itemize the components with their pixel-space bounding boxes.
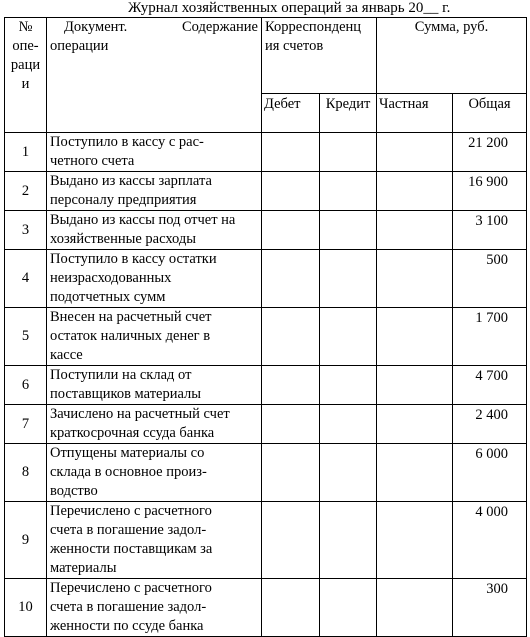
debet-cell [262, 366, 320, 405]
table-row [5, 211, 527, 250]
partial-cell [377, 211, 453, 250]
op-description-line: Выдано из кассы под отчет на [50, 212, 236, 228]
debet-cell [262, 308, 320, 366]
op-description-line: Выдано из кассы зарплата [50, 173, 212, 189]
op-number: 1 [5, 133, 47, 172]
debet-cell [262, 172, 320, 211]
total-cell: 500 [453, 250, 527, 308]
op-description-line: Поступило в кассу остатки [50, 251, 217, 267]
header-document-content [47, 18, 262, 133]
op-description [47, 502, 262, 579]
op-description-line: Перечислено с расчетного [50, 580, 212, 596]
op-description-line: неизрасходованных [50, 270, 172, 286]
header-debet: Дебет [262, 94, 320, 133]
header-partial: Частная [377, 94, 453, 133]
partial-cell [377, 308, 453, 366]
op-description [47, 133, 262, 172]
operations-journal-table [4, 17, 527, 637]
total-cell: 4 000 [453, 502, 527, 579]
partial-cell [377, 172, 453, 211]
partial-cell [377, 502, 453, 579]
op-description-line: склада в основное произ- [50, 464, 207, 480]
op-number: 2 [5, 172, 47, 211]
table-row [5, 502, 527, 579]
kredit-cell [320, 405, 377, 444]
total-cell: 21 200 [453, 133, 527, 172]
op-number: 4 [5, 250, 47, 308]
op-description [47, 250, 262, 308]
op-description [47, 366, 262, 405]
table-row [5, 579, 527, 637]
header-correspondence [262, 18, 377, 94]
table-row [5, 405, 527, 444]
header-op-number [5, 18, 47, 133]
header-num-l2: опе- [12, 38, 39, 54]
kredit-cell [320, 366, 377, 405]
kredit-cell [320, 250, 377, 308]
debet-cell [262, 579, 320, 637]
op-description-line: Перечислено с расчетного [50, 503, 212, 519]
op-description-line: женности по ссуде банка [50, 618, 204, 634]
partial-cell [377, 444, 453, 502]
kredit-cell [320, 502, 377, 579]
partial-cell [377, 405, 453, 444]
total-cell: 3 100 [453, 211, 527, 250]
op-description [47, 579, 262, 637]
op-description [47, 211, 262, 250]
table-row [5, 366, 527, 405]
op-description-line: кассе [50, 347, 83, 363]
header-document: Документ. [64, 19, 128, 35]
op-number: 7 [5, 405, 47, 444]
debet-cell [262, 444, 320, 502]
total-cell: 1 700 [453, 308, 527, 366]
op-number: 10 [5, 579, 47, 637]
total-cell: 2 400 [453, 405, 527, 444]
table-row [5, 172, 527, 211]
op-description [47, 308, 262, 366]
page-title: Журнал хозяйственных операций за январь 20__ г. [128, 0, 451, 16]
debet-cell [262, 250, 320, 308]
kredit-cell [320, 444, 377, 502]
op-description-line: подотчетных сумм [50, 289, 166, 305]
debet-cell [262, 405, 320, 444]
kredit-cell [320, 211, 377, 250]
op-description-line: Внесен на расчетный счет [50, 309, 212, 325]
op-description-line: Поступили на склад от [50, 367, 192, 383]
header-kredit: Кредит [320, 94, 377, 133]
header-operation: операции [50, 38, 109, 54]
kredit-cell [320, 133, 377, 172]
debet-cell [262, 133, 320, 172]
op-description-line: краткосрочная ссуда банка [50, 425, 215, 441]
op-description-line: Поступило в кассу с рас- [50, 134, 204, 150]
kredit-cell [320, 579, 377, 637]
header-row [5, 18, 527, 94]
total-cell: 16 900 [453, 172, 527, 211]
partial-cell [377, 366, 453, 405]
op-description-line: персоналу предприятия [50, 192, 197, 208]
op-description-line: четного счета [50, 153, 135, 169]
table-row [5, 444, 527, 502]
header-sum [377, 18, 527, 94]
op-number: 8 [5, 444, 47, 502]
op-description-line: водство [50, 483, 98, 499]
op-number: 5 [5, 308, 47, 366]
op-description-line: хозяйственные расходы [50, 231, 196, 247]
op-number: 6 [5, 366, 47, 405]
op-description [47, 444, 262, 502]
total-cell: 300 [453, 579, 527, 637]
op-description-line: поставщиков материалы [50, 386, 202, 402]
op-description-line: счета в погашение задол- [50, 599, 207, 615]
header-total: Общая [453, 94, 527, 133]
total-cell: 4 700 [453, 366, 527, 405]
op-description-line: счета в погашение задол- [50, 522, 207, 538]
header-num-l1: № [18, 19, 33, 35]
header-num-l3: раци [10, 57, 41, 73]
op-description [47, 405, 262, 444]
header-num-l4: и [21, 76, 30, 92]
table-row [5, 250, 527, 308]
op-description-line: Отпущены материалы со [50, 445, 205, 461]
op-description-line: Зачислено на расчетный счет [50, 406, 230, 422]
kredit-cell [320, 308, 377, 366]
table-row [5, 308, 527, 366]
op-description [47, 172, 262, 211]
op-description-line: женности поставщикам за [50, 541, 213, 557]
table-row [5, 133, 527, 172]
header-corr-l2: ия счетов [265, 38, 324, 54]
header-sum-label: Сумма, руб. [414, 19, 489, 35]
op-number: 9 [5, 502, 47, 579]
op-description-line: остаток наличных денег в [50, 328, 211, 344]
total-cell: 6 000 [453, 444, 527, 502]
op-description-line: материалы [50, 560, 117, 576]
op-number: 3 [5, 211, 47, 250]
partial-cell [377, 133, 453, 172]
debet-cell [262, 502, 320, 579]
partial-cell [377, 250, 453, 308]
kredit-cell [320, 172, 377, 211]
header-corr-l1: Корреспонденц [265, 19, 362, 35]
header-content: Содержание [182, 19, 258, 35]
debet-cell [262, 211, 320, 250]
partial-cell [377, 579, 453, 637]
